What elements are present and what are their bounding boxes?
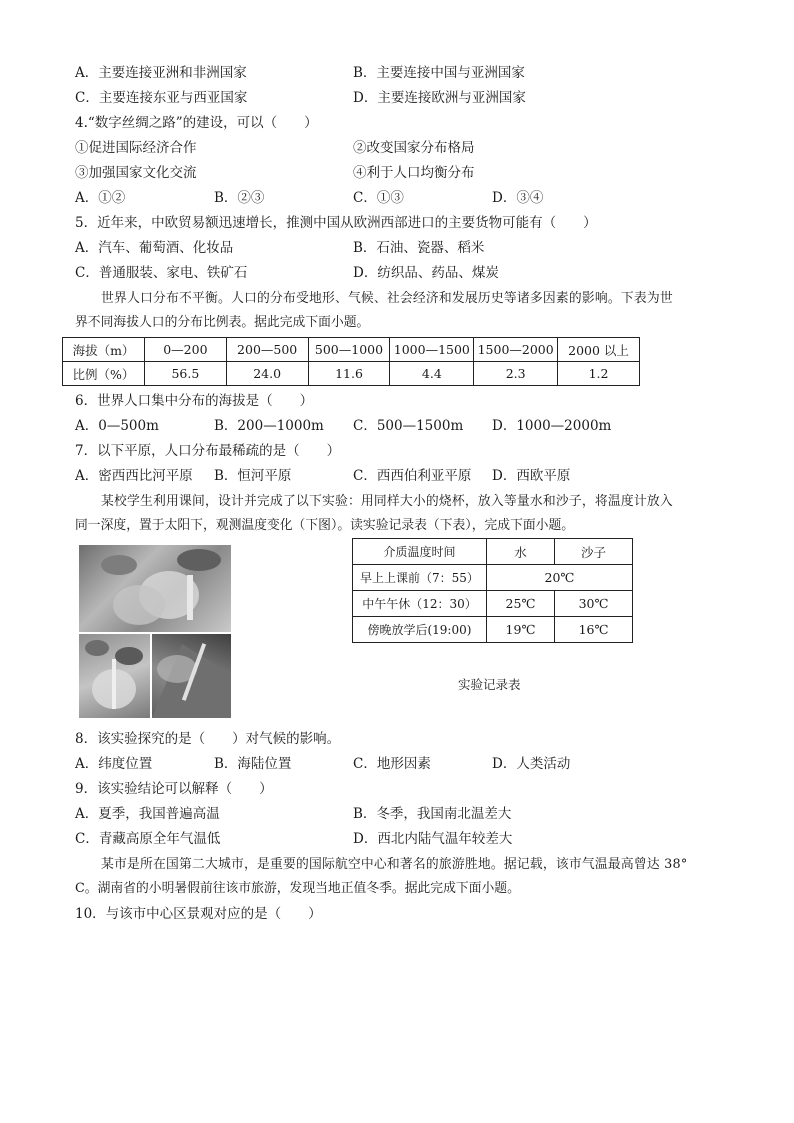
q3-option-d: D．主要连接欧洲与亚洲国家	[353, 90, 526, 106]
table-cell: 介质温度时间	[353, 539, 487, 565]
table-cell: 傍晚放学后(19:00)	[353, 617, 487, 643]
table-cell: 30℃	[555, 591, 633, 617]
q4-stem: 4.“数字丝绸之路”的建设，可以（ ）	[75, 115, 318, 131]
beaker-water-photo	[79, 634, 150, 718]
table-cell: 16℃	[555, 617, 633, 643]
q5-option-b: B．石油、瓷器、稻米	[353, 240, 485, 256]
q6-option-a: A．0—500m	[75, 418, 159, 434]
table-cell: 2.3	[474, 362, 558, 386]
passage-1-line-1: 世界人口分布不平衡。人口的分布受地形、气候、社会经济和发展历史等诸多因素的影响。下表为世	[101, 291, 673, 306]
thermometer-photo	[152, 634, 231, 718]
q8-option-d: D．人类活动	[492, 756, 571, 772]
q3-option-a: A．主要连接亚洲和非洲国家	[75, 65, 247, 81]
table-cell: 0—200	[144, 338, 226, 362]
table-cell: 25℃	[486, 591, 554, 617]
passage-3-line-2: C。湖南省的小明暑假前往该市旅游，发现当地正值冬季。据此完成下面小题。	[75, 881, 520, 896]
q9-option-a: A．夏季，我国普遍高温	[75, 806, 220, 822]
table-cell: 沙子	[555, 539, 633, 565]
experiment-photo-bottom-right	[152, 634, 231, 718]
experiment-table-caption: 实验记录表	[458, 677, 521, 692]
q9-option-d: D．西北内陆气温年较差大	[353, 831, 513, 847]
q5-option-d: D．纺织品、药品、煤炭	[353, 265, 499, 281]
passage-1-line-2: 界不同海拔人口的分布比例表。据此完成下面小题。	[75, 315, 370, 330]
table-header-row	[353, 539, 633, 565]
q7-option-c: C．西西伯利亚平原	[353, 468, 472, 484]
q8-stem: 8．该实验探究的是（ ）对气候的影响。	[75, 731, 341, 747]
q10-stem: 10．与该市中心区景观对应的是（ ）	[75, 906, 322, 922]
q3-option-b: B．主要连接中国与亚洲国家	[353, 65, 525, 81]
q6-option-d: D．1000—2000m	[492, 418, 612, 434]
table-row	[353, 617, 633, 643]
q5-option-c: C．普通服装、家电、铁矿石	[75, 265, 248, 281]
q6-stem: 6．世界人口集中分布的海拔是（ ）	[75, 393, 314, 409]
table-cell: 1500—2000	[474, 338, 558, 362]
table-cell: 24.0	[226, 362, 308, 386]
q7-option-d: D．西欧平原	[492, 468, 571, 484]
q3-option-c: C．主要连接东亚与西亚国家	[75, 90, 248, 106]
passage-2-line-1: 某校学生利用课间，设计并完成了以下实验：用同样大小的烧杯，放入等量水和沙子，将温度计放入	[101, 494, 673, 509]
q4-option-a: A．①②	[75, 190, 126, 206]
q7-option-a: A．密西西比河平原	[75, 468, 193, 484]
q7-stem: 7．以下平原，人口分布最稀疏的是（ ）	[75, 443, 341, 459]
table-cell: 海拔（m）	[63, 338, 145, 362]
table-cell: 1000—1500	[390, 338, 474, 362]
q4-statement-4: ④利于人口均衡分布	[353, 165, 475, 181]
q6-option-b: B．200—1000m	[214, 418, 324, 434]
q5-stem: 5．近年来，中欧贸易额迅速增长，推测中国从欧洲西部进口的主要货物可能有（ ）	[75, 215, 597, 231]
beaker-sand-photo	[79, 545, 231, 632]
passage-2-line-2: 同一深度，置于太阳下，观测温度变化（下图）。读实验记录表（下表），完成下面小题。	[75, 518, 575, 533]
q4-option-b: B．②③	[214, 190, 265, 206]
table-row	[353, 591, 633, 617]
table-row	[63, 362, 640, 386]
table-header-row	[63, 338, 640, 362]
table-cell: 4.4	[390, 362, 474, 386]
q9-stem: 9．该实验结论可以解释（ ）	[75, 781, 273, 797]
q9-option-b: B．冬季，我国南北温差大	[353, 806, 512, 822]
experiment-record-table	[352, 538, 633, 643]
q8-option-a: A．纬度位置	[75, 756, 153, 772]
q8-option-b: B．海陆位置	[214, 756, 292, 772]
experiment-photo-top	[79, 545, 231, 632]
q4-statement-3: ③加强国家文化交流	[75, 165, 197, 181]
q8-option-c: C．地形因素	[353, 756, 431, 772]
table-row	[353, 565, 633, 591]
table-cell: 11.6	[308, 362, 390, 386]
table-cell: 200—500	[226, 338, 308, 362]
table-cell: 19℃	[486, 617, 554, 643]
table-cell: 500—1000	[308, 338, 390, 362]
q4-option-c: C．①③	[353, 190, 404, 206]
q4-statement-1: ①促进国际经济合作	[75, 140, 197, 156]
q5-option-a: A．汽车、葡萄酒、化妆品	[75, 240, 234, 256]
table-cell: 中午午休（12：30）	[353, 591, 487, 617]
table-cell: 2000 以上	[558, 338, 640, 362]
population-altitude-table	[62, 337, 640, 386]
table-cell: 比例（%）	[63, 362, 145, 386]
q9-option-c: C．青藏高原全年气温低	[75, 831, 221, 847]
table-cell: 56.5	[144, 362, 226, 386]
passage-3-line-1: 某市是所在国第二大城市，是重要的国际航空中心和著名的旅游胜地。据记载，该市气温最高曾达 38°	[101, 857, 688, 872]
table-cell: 1.2	[558, 362, 640, 386]
q7-option-b: B．恒河平原	[214, 468, 292, 484]
experiment-photo-bottom-left	[79, 634, 150, 718]
q4-option-d: D．③④	[492, 190, 544, 206]
table-cell: 水	[486, 539, 554, 565]
q4-statement-2: ②改变国家分布格局	[353, 140, 475, 156]
table-cell: 早上上课前（7：55）	[353, 565, 487, 591]
table-cell: 20℃	[486, 565, 632, 591]
q6-option-c: C．500—1500m	[353, 418, 464, 434]
